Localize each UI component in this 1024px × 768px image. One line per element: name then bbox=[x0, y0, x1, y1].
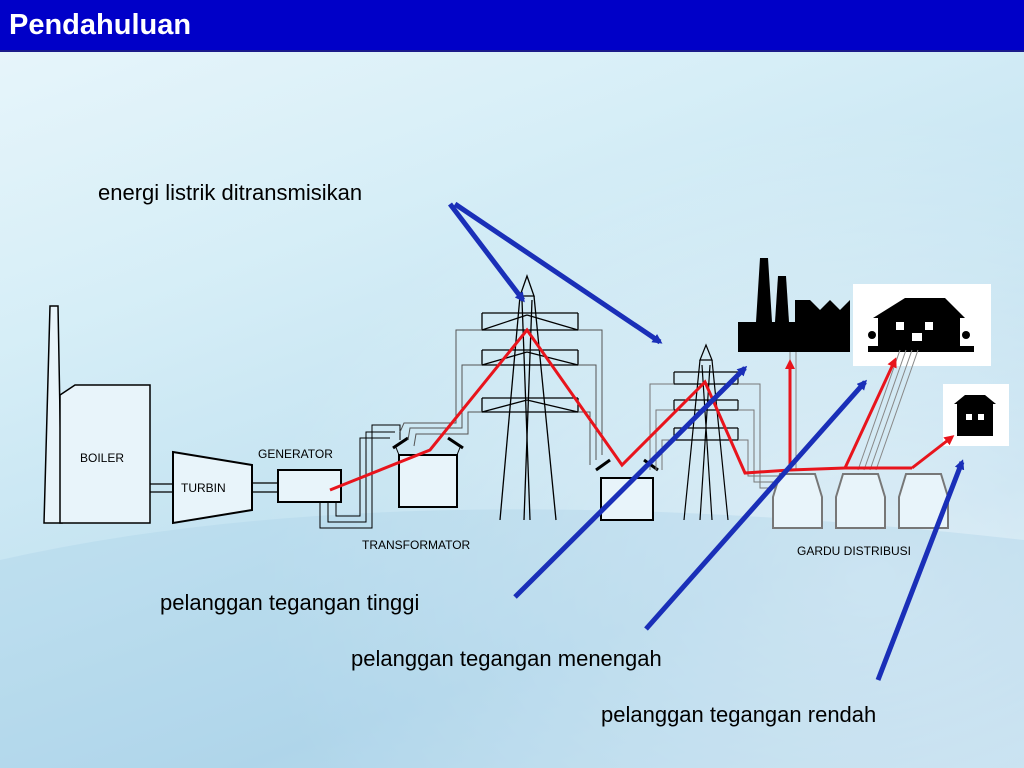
arrow-to-tower bbox=[450, 204, 523, 300]
generator-label: GENERATOR bbox=[258, 447, 333, 461]
caption-high-voltage: pelanggan tegangan tinggi bbox=[160, 590, 420, 615]
caption-transmission: energi listrik ditransmisikan bbox=[98, 180, 363, 205]
arrow-medium-voltage bbox=[646, 382, 865, 629]
house-large-icon bbox=[853, 284, 991, 366]
page-title: Pendahuluan bbox=[9, 9, 192, 41]
transmission-tower-large bbox=[482, 276, 578, 520]
transformer-label: TRANSFORMATOR bbox=[362, 538, 471, 552]
substation-label: GARDU DISTRIBUSI bbox=[797, 544, 912, 558]
turbine-label: TURBIN bbox=[181, 481, 226, 495]
boiler-label: BOILER bbox=[80, 451, 125, 465]
caption-medium-voltage: pelanggan tegangan menengah bbox=[351, 646, 662, 671]
transformer-2 bbox=[596, 460, 658, 520]
caption-low-voltage: pelanggan tegangan rendah bbox=[601, 702, 877, 727]
distribution-substations bbox=[773, 474, 948, 528]
generator bbox=[258, 447, 341, 502]
boiler-unit bbox=[44, 306, 150, 523]
house-small-icon bbox=[943, 384, 1009, 446]
factory-icon bbox=[738, 258, 850, 352]
transformer-1 bbox=[393, 438, 463, 507]
arrow-to-small-tower bbox=[455, 204, 660, 342]
arrow-high-voltage bbox=[515, 368, 745, 597]
turbine bbox=[173, 452, 252, 523]
